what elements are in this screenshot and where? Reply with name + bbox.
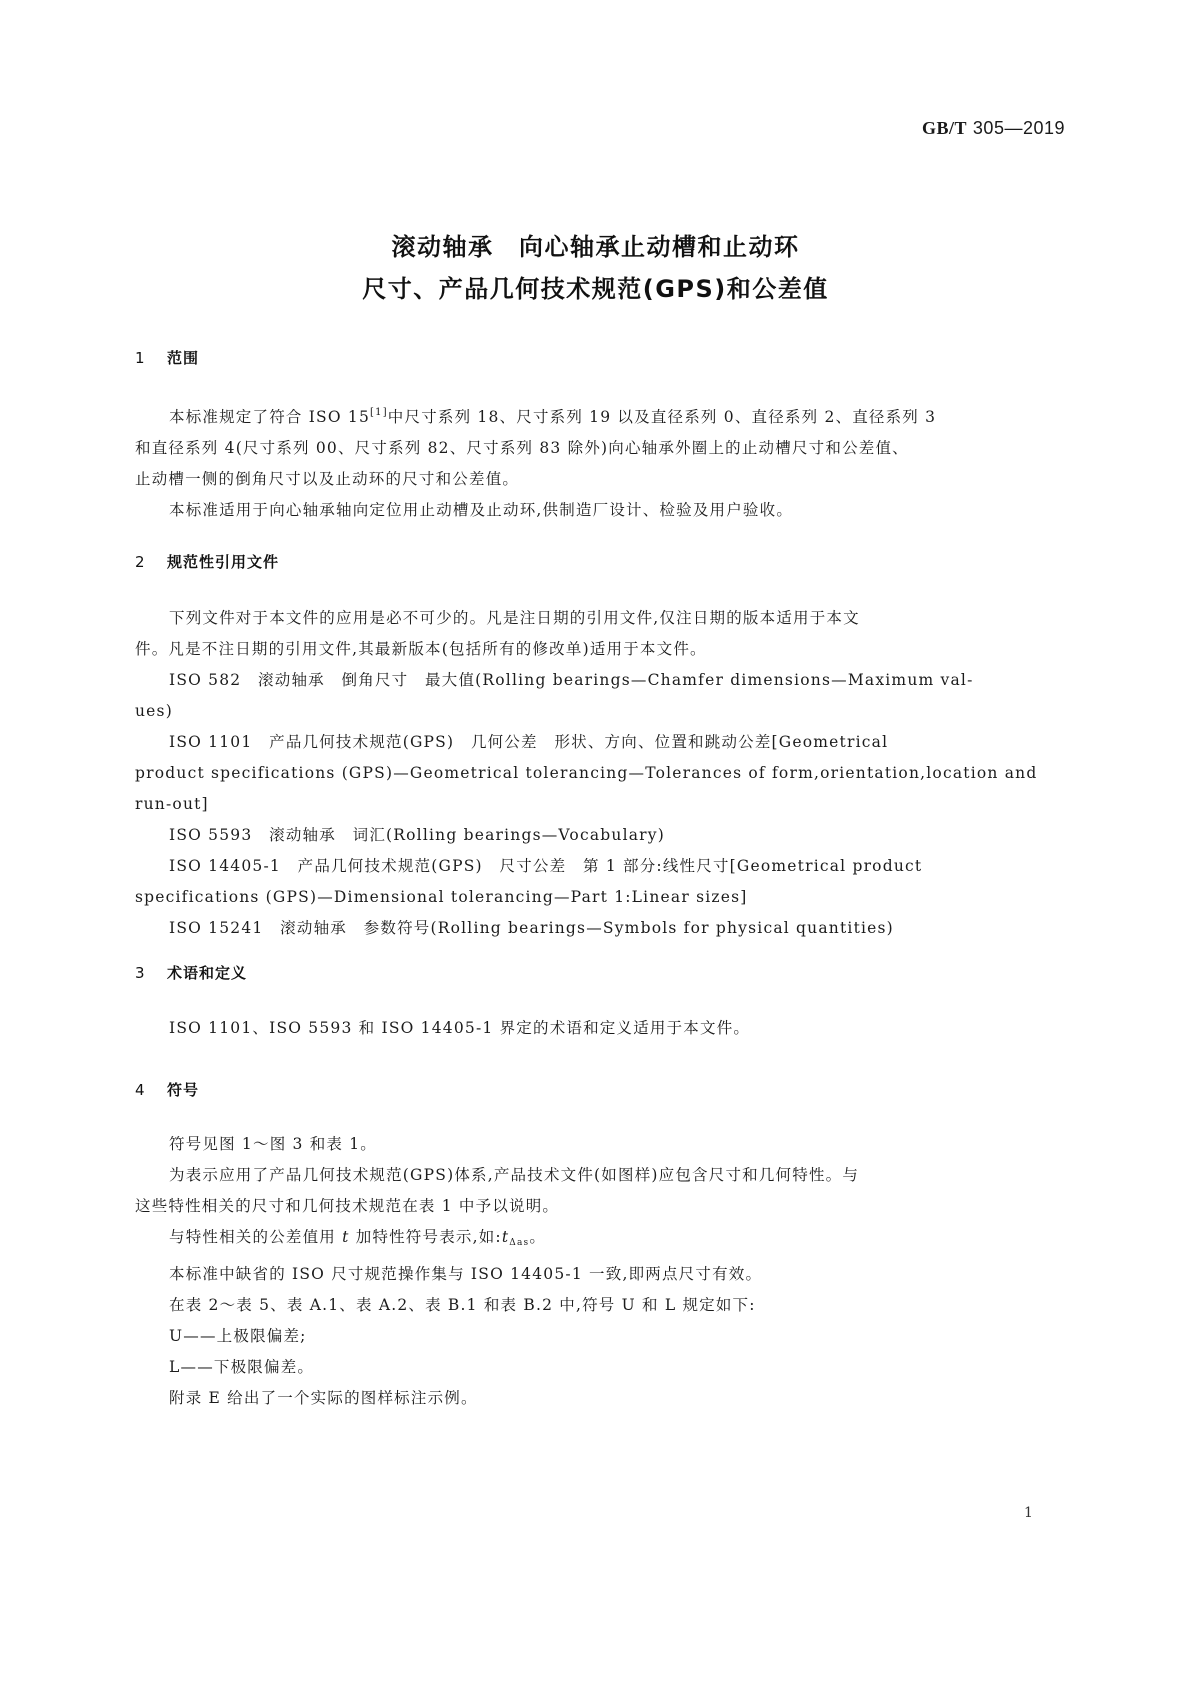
text-line: specifications (GPS)—Dimensional tolerancing—Part 1:Linear sizes] [135, 888, 748, 906]
section-heading-symbols [135, 1079, 199, 1100]
text-line: product specifications (GPS)—Geometrical tolerancing—Tolerances of form,orientation,location and [135, 764, 1038, 782]
section-heading-normative-references [135, 551, 279, 572]
section-body-symbols [135, 1129, 1057, 1414]
section-body-scope [135, 397, 1057, 526]
text-line: 为表示应用了产品几何技术规范(GPS)体系,产品技术文件(如图样)应包含尺寸和几何特性。与 [169, 1166, 860, 1184]
citation-ref: [1] [370, 407, 388, 418]
title-line-2: 尺寸、产品几何技术规范(GPS)和公差值 [362, 275, 829, 303]
symbol-subscript: Δas [509, 1238, 530, 1248]
text-line: 和直径系列 4(尺寸系列 00、尺寸系列 82、尺寸系列 83 除外)向心轴承外圈上的止动槽尺寸和公差值、 [135, 439, 909, 457]
text-line: ues) [135, 702, 173, 720]
text-line: run-out] [135, 795, 209, 813]
text-line: 下列文件对于本文件的应用是必不可少的。凡是注日期的引用文件,仅注日期的版本适用于本文 [169, 609, 860, 627]
text-line: 与特性相关的公差值用 t 加特性符号表示,如:tΔas。 [169, 1228, 547, 1248]
text-line: 止动槽一侧的倒角尺寸以及止动环的尺寸和公差值。 [135, 470, 520, 488]
section-number: 4 [135, 1081, 146, 1099]
reference-iso-1101: ISO 1101 产品几何技术规范(GPS) 几何公差 形状、方向、位置和跳动公差[Geometrical [169, 733, 889, 751]
section-heading-terms [135, 962, 247, 983]
text-line: ISO 1101、ISO 5593 和 ISO 14405-1 界定的术语和定义适用于本文件。 [169, 1019, 751, 1037]
section-title: 范围 [167, 349, 200, 367]
reference-iso-5593: ISO 5593 滚动轴承 词汇(Rolling bearings—Vocabulary) [169, 826, 665, 844]
section-heading-scope [135, 347, 199, 368]
text-line: 附录 E 给出了一个实际的图样标注示例。 [169, 1389, 478, 1407]
section-title: 符号 [167, 1081, 200, 1099]
section-number: 2 [135, 553, 146, 571]
definition-u: U——上极限偏差; [169, 1327, 307, 1345]
section-body-normative-references [135, 603, 1057, 944]
page-number: 1 [1024, 1505, 1033, 1521]
definition-l: L——下极限偏差。 [169, 1358, 315, 1376]
reference-iso-15241: ISO 15241 滚动轴承 参数符号(Rolling bearings—Symbols for physical quantities) [169, 919, 894, 937]
symbol-t: t [501, 1228, 510, 1246]
text-line: 本标准中缺省的 ISO 尺寸规范操作集与 ISO 14405-1 一致,即两点尺寸有效。 [169, 1265, 763, 1283]
text-line: 件。凡是不注日期的引用文件,其最新版本(包括所有的修改单)适用于本文件。 [135, 640, 707, 658]
symbol-t: t [342, 1228, 350, 1246]
text-line: 本标准适用于向心轴承轴向定位用止动槽及止动环,供制造厂设计、检验及用户验收。 [169, 501, 794, 519]
document-title [0, 226, 1191, 310]
section-title: 术语和定义 [167, 964, 248, 982]
title-line-1: 滚动轴承 向心轴承止动槽和止动环 [391, 233, 800, 261]
section-title: 规范性引用文件 [167, 553, 280, 571]
section-number: 3 [135, 964, 146, 982]
text-line: 在表 2～表 5、表 A.1、表 A.2、表 B.1 和表 B.2 中,符号 U 和 L 规定如下: [169, 1296, 756, 1314]
section-number: 1 [135, 349, 146, 367]
standard-code: GB/T [922, 118, 968, 138]
text-line: 本标准规定了符合 ISO 15[1]中尺寸系列 18、尺寸系列 19 以及直径系列 0、直径系列 2、直径系列 3 [169, 407, 937, 426]
standard-number [922, 118, 1065, 139]
text-line: 这些特性相关的尺寸和几何技术规范在表 1 中予以说明。 [135, 1197, 560, 1215]
text-line: 符号见图 1～图 3 和表 1。 [169, 1135, 377, 1153]
reference-iso-14405-1: ISO 14405-1 产品几何技术规范(GPS) 尺寸公差 第 1 部分:线性尺寸[Geometrical product [169, 857, 923, 875]
section-body-terms [135, 1013, 1057, 1044]
reference-iso-582: ISO 582 滚动轴承 倒角尺寸 最大值(Rolling bearings—Chamfer dimensions—Maximum val- [169, 671, 974, 689]
standard-number-value: 305—2019 [972, 118, 1065, 138]
